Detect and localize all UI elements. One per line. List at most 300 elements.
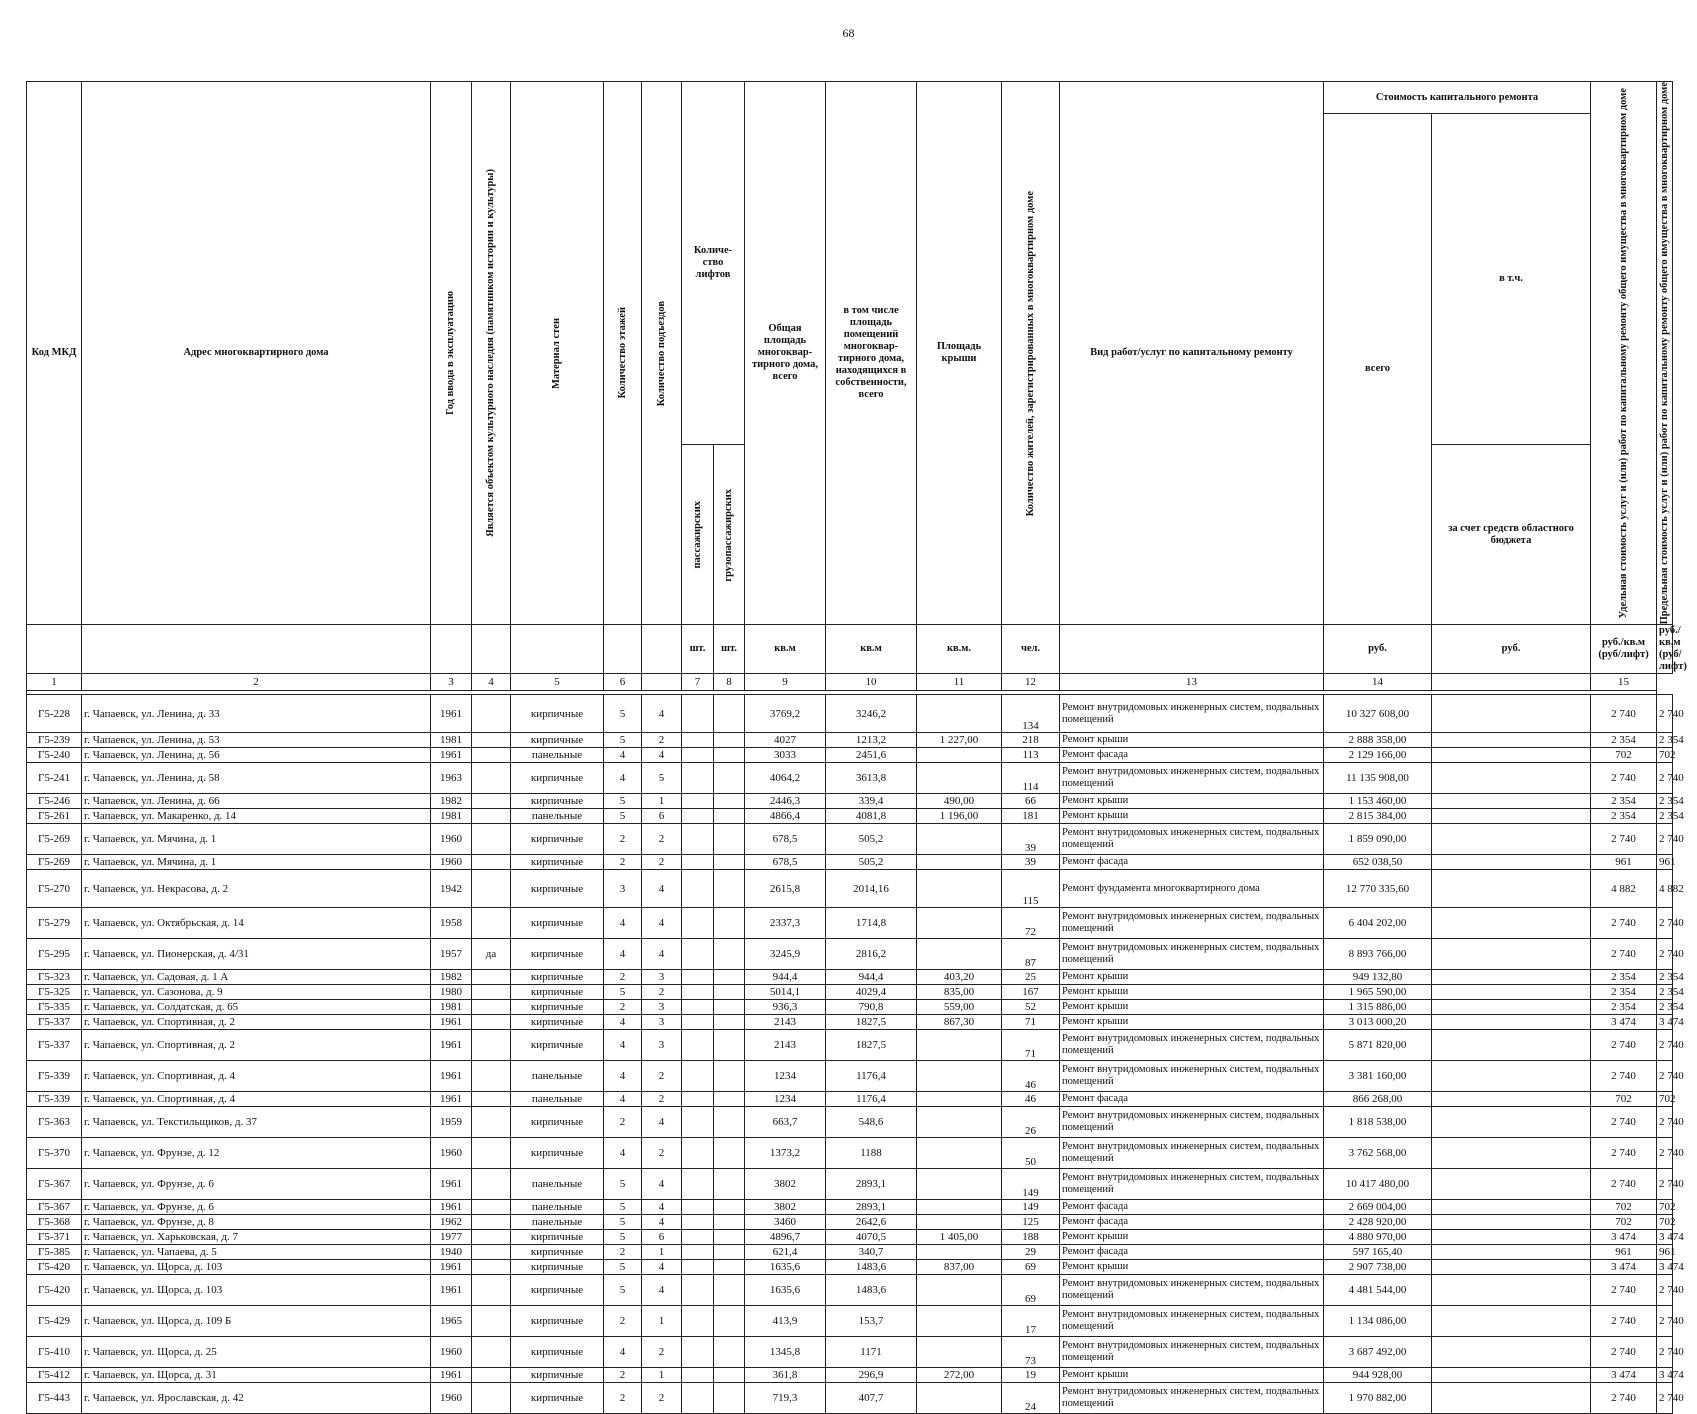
row-total-area: 678,5 <box>745 824 826 855</box>
row-material: кирпичные <box>511 1000 604 1015</box>
row-unit-cost: 2 740 <box>1591 1107 1657 1138</box>
row-total-area: 1234 <box>745 1092 826 1107</box>
row-residents: 29 <box>1002 1245 1060 1260</box>
row-heritage <box>472 970 511 985</box>
row-owned-area: 296,9 <box>826 1368 917 1383</box>
row-heritage <box>472 1337 511 1368</box>
column-number <box>642 674 682 691</box>
row-address: г. Чапаевск, ул. Щорса, д. 103 <box>82 1260 431 1275</box>
column-number: 6 <box>604 674 642 691</box>
row-year: 1960 <box>431 1383 472 1414</box>
row-year: 1960 <box>431 855 472 870</box>
row-work-type: Ремонт крыши <box>1060 733 1324 748</box>
row-material: панельные <box>511 1215 604 1230</box>
row-unit-cost: 702 <box>1591 1092 1657 1107</box>
row-unit-cost: 2 740 <box>1591 1337 1657 1368</box>
row-limit-cost: 2 354 <box>1657 809 1673 824</box>
row-code: Г5-240 <box>27 748 82 763</box>
row-lifts-cargo <box>714 824 745 855</box>
row-owned-area: 1213,2 <box>826 733 917 748</box>
row-lifts-passenger <box>682 1030 714 1061</box>
row-total-area: 3802 <box>745 1200 826 1215</box>
row-address: г. Чапаевск, ул. Ленина, д. 33 <box>82 695 431 733</box>
row-lifts-cargo <box>714 1260 745 1275</box>
row-material: кирпичные <box>511 1107 604 1138</box>
row-total-area: 719,3 <box>745 1383 826 1414</box>
row-cost-total: 8 893 766,00 <box>1324 939 1432 970</box>
row-lifts-cargo <box>714 1306 745 1337</box>
row-code: Г5-443 <box>27 1383 82 1414</box>
row-cost-total: 2 888 358,00 <box>1324 733 1432 748</box>
row-floors: 2 <box>604 1107 642 1138</box>
row-floors: 4 <box>604 1138 642 1169</box>
row-limit-cost: 2 740 <box>1657 1030 1673 1061</box>
row-unit-cost: 2 740 <box>1591 763 1657 794</box>
row-material: кирпичные <box>511 733 604 748</box>
row-address: г. Чапаевск, ул. Щорса, д. 25 <box>82 1337 431 1368</box>
row-year: 1960 <box>431 1138 472 1169</box>
column-number: 5 <box>511 674 604 691</box>
row-limit-cost: 2 354 <box>1657 985 1673 1000</box>
unit-rub-per-sqm: руб./кв.м (руб/лифт) <box>1591 625 1657 674</box>
row-lifts-passenger <box>682 1368 714 1383</box>
row-lifts-cargo <box>714 1107 745 1138</box>
row-roof-area <box>917 939 1002 970</box>
row-lifts-cargo <box>714 748 745 763</box>
row-owned-area: 790,8 <box>826 1000 917 1015</box>
row-owned-area: 505,2 <box>826 855 917 870</box>
column-number: 12 <box>1002 674 1060 691</box>
row-material: кирпичные <box>511 870 604 908</box>
row-owned-area: 1171 <box>826 1337 917 1368</box>
row-owned-area: 3246,2 <box>826 695 917 733</box>
row-code: Г5-269 <box>27 855 82 870</box>
row-limit-cost: 3 474 <box>1657 1015 1673 1030</box>
row-code: Г5-371 <box>27 1230 82 1245</box>
row-lifts-passenger <box>682 870 714 908</box>
row-floors: 5 <box>604 1200 642 1215</box>
row-work-type: Ремонт внутридомовых инженерных систем, подвальных помещений <box>1060 1169 1324 1200</box>
table-row <box>27 809 1673 824</box>
row-floors: 4 <box>604 1092 642 1107</box>
row-cost-total: 11 135 908,00 <box>1324 763 1432 794</box>
row-total-area: 2337,3 <box>745 908 826 939</box>
row-residents: 17 <box>1002 1306 1060 1337</box>
row-limit-cost: 2 354 <box>1657 970 1673 985</box>
row-owned-area: 548,6 <box>826 1107 917 1138</box>
row-code: Г5-270 <box>27 870 82 908</box>
row-code: Г5-367 <box>27 1200 82 1215</box>
row-code: Г5-337 <box>27 1030 82 1061</box>
row-roof-area <box>917 1061 1002 1092</box>
row-roof-area <box>917 1169 1002 1200</box>
row-owned-area: 2893,1 <box>826 1200 917 1215</box>
table-row <box>27 824 1673 855</box>
row-limit-cost: 2 740 <box>1657 1169 1673 1200</box>
row-heritage <box>472 748 511 763</box>
row-entrances: 3 <box>642 1000 682 1015</box>
row-cost-regional <box>1432 1275 1591 1306</box>
row-total-area: 2446,3 <box>745 794 826 809</box>
row-cost-total: 3 013 000,20 <box>1324 1015 1432 1030</box>
row-work-type: Ремонт крыши <box>1060 970 1324 985</box>
row-residents: 125 <box>1002 1215 1060 1230</box>
column-number: 13 <box>1060 674 1324 691</box>
column-number: 11 <box>917 674 1002 691</box>
row-code: Г5-367 <box>27 1169 82 1200</box>
row-roof-area: 1 405,00 <box>917 1230 1002 1245</box>
row-unit-cost: 2 740 <box>1591 1306 1657 1337</box>
row-address: г. Чапаевск, ул. Щорса, д. 103 <box>82 1275 431 1306</box>
row-cost-total: 2 428 920,00 <box>1324 1215 1432 1230</box>
row-limit-cost: 961 <box>1657 1245 1673 1260</box>
row-heritage <box>472 1107 511 1138</box>
table-row <box>27 1000 1673 1015</box>
row-heritage <box>472 1000 511 1015</box>
row-work-type: Ремонт внутридомовых инженерных систем, подвальных помещений <box>1060 1061 1324 1092</box>
row-entrances: 2 <box>642 855 682 870</box>
row-heritage <box>472 733 511 748</box>
row-floors: 5 <box>604 1275 642 1306</box>
header-code: Код МКД <box>27 82 82 625</box>
row-unit-cost: 2 740 <box>1591 1061 1657 1092</box>
row-limit-cost: 2 740 <box>1657 908 1673 939</box>
row-limit-cost: 961 <box>1657 855 1673 870</box>
row-year: 1960 <box>431 1337 472 1368</box>
row-floors: 2 <box>604 1000 642 1015</box>
row-unit-cost: 3 474 <box>1591 1368 1657 1383</box>
row-cost-total: 1 315 886,00 <box>1324 1000 1432 1015</box>
table-row <box>27 1383 1673 1414</box>
row-work-type: Ремонт внутридомовых инженерных систем, подвальных помещений <box>1060 1337 1324 1368</box>
row-floors: 5 <box>604 733 642 748</box>
row-roof-area <box>917 1215 1002 1230</box>
row-work-type: Ремонт внутридомовых инженерных систем, подвальных помещений <box>1060 1383 1324 1414</box>
row-unit-cost: 2 740 <box>1591 1169 1657 1200</box>
row-year: 1977 <box>431 1230 472 1245</box>
row-cost-regional <box>1432 809 1591 824</box>
header-cost-incl: в т.ч. <box>1432 114 1591 445</box>
row-owned-area: 2642,6 <box>826 1215 917 1230</box>
units-row <box>27 625 1673 674</box>
row-unit-cost: 2 740 <box>1591 908 1657 939</box>
row-lifts-cargo <box>714 1230 745 1245</box>
row-limit-cost: 4 882 <box>1657 870 1673 908</box>
row-address: г. Чапаевск, ул. Щорса, д. 109 Б <box>82 1306 431 1337</box>
row-heritage <box>472 809 511 824</box>
row-heritage <box>472 1275 511 1306</box>
row-year: 1961 <box>431 1260 472 1275</box>
row-owned-area: 1714,8 <box>826 908 917 939</box>
row-material: панельные <box>511 1200 604 1215</box>
row-total-area: 2143 <box>745 1030 826 1061</box>
row-work-type: Ремонт внутридомовых инженерных систем, подвальных помещений <box>1060 1275 1324 1306</box>
row-entrances: 1 <box>642 1245 682 1260</box>
row-work-type: Ремонт внутридомовых инженерных систем, подвальных помещений <box>1060 763 1324 794</box>
row-roof-area <box>917 1107 1002 1138</box>
header-cost-total: всего <box>1324 114 1432 625</box>
row-material: панельные <box>511 748 604 763</box>
row-code: Г5-261 <box>27 809 82 824</box>
row-lifts-cargo <box>714 1030 745 1061</box>
row-lifts-cargo <box>714 1245 745 1260</box>
row-floors: 4 <box>604 1061 642 1092</box>
row-unit-cost: 2 354 <box>1591 985 1657 1000</box>
row-year: 1960 <box>431 824 472 855</box>
row-work-type: Ремонт внутридомовых инженерных систем, подвальных помещений <box>1060 1138 1324 1169</box>
row-owned-area: 340,7 <box>826 1245 917 1260</box>
row-cost-regional <box>1432 1230 1591 1245</box>
row-work-type: Ремонт фасада <box>1060 855 1324 870</box>
row-code: Г5-370 <box>27 1138 82 1169</box>
row-cost-regional <box>1432 1107 1591 1138</box>
row-lifts-cargo <box>714 763 745 794</box>
row-address: г. Чапаевск, ул. Садовая, д. 1 А <box>82 970 431 985</box>
row-heritage <box>472 824 511 855</box>
row-material: кирпичные <box>511 855 604 870</box>
row-year: 1958 <box>431 908 472 939</box>
row-lifts-passenger <box>682 1337 714 1368</box>
row-address: г. Чапаевск, ул. Некрасова, д. 2 <box>82 870 431 908</box>
row-heritage <box>472 1306 511 1337</box>
row-address: г. Чапаевск, ул. Макаренко, д. 14 <box>82 809 431 824</box>
row-lifts-cargo <box>714 970 745 985</box>
row-unit-cost: 961 <box>1591 855 1657 870</box>
row-residents: 24 <box>1002 1383 1060 1414</box>
row-lifts-passenger <box>682 748 714 763</box>
row-lifts-cargo <box>714 1015 745 1030</box>
row-limit-cost: 702 <box>1657 1200 1673 1215</box>
row-lifts-cargo <box>714 809 745 824</box>
row-lifts-passenger <box>682 1169 714 1200</box>
row-work-type: Ремонт внутридомовых инженерных систем, подвальных помещений <box>1060 824 1324 855</box>
row-cost-regional <box>1432 1015 1591 1030</box>
row-residents: 71 <box>1002 1030 1060 1061</box>
row-owned-area: 1483,6 <box>826 1275 917 1306</box>
row-unit-cost: 3 474 <box>1591 1260 1657 1275</box>
row-year: 1981 <box>431 809 472 824</box>
row-roof-area: 403,20 <box>917 970 1002 985</box>
row-year: 1961 <box>431 1092 472 1107</box>
row-roof-area <box>917 695 1002 733</box>
row-floors: 2 <box>604 1306 642 1337</box>
row-residents: 19 <box>1002 1368 1060 1383</box>
row-year: 1982 <box>431 970 472 985</box>
row-limit-cost: 2 740 <box>1657 824 1673 855</box>
row-year: 1961 <box>431 1030 472 1061</box>
row-lifts-cargo <box>714 985 745 1000</box>
row-roof-area <box>917 1275 1002 1306</box>
table-row <box>27 733 1673 748</box>
row-work-type: Ремонт фасада <box>1060 1215 1324 1230</box>
row-total-area: 1635,6 <box>745 1260 826 1275</box>
unit-sqm: кв.м <box>745 625 826 674</box>
row-limit-cost: 2 740 <box>1657 1061 1673 1092</box>
row-floors: 5 <box>604 985 642 1000</box>
row-lifts-passenger <box>682 794 714 809</box>
row-lifts-passenger <box>682 1215 714 1230</box>
row-residents: 50 <box>1002 1138 1060 1169</box>
row-unit-cost: 2 740 <box>1591 695 1657 733</box>
row-owned-area: 1483,6 <box>826 1260 917 1275</box>
row-code: Г5-420 <box>27 1260 82 1275</box>
row-entrances: 6 <box>642 1230 682 1245</box>
row-heritage: да <box>472 939 511 970</box>
row-material: кирпичные <box>511 1260 604 1275</box>
row-roof-area <box>917 1200 1002 1215</box>
row-entrances: 2 <box>642 985 682 1000</box>
row-lifts-passenger <box>682 1306 714 1337</box>
row-floors: 2 <box>604 824 642 855</box>
row-year: 1981 <box>431 733 472 748</box>
row-lifts-passenger <box>682 1061 714 1092</box>
table-row <box>27 1138 1673 1169</box>
row-residents: 114 <box>1002 763 1060 794</box>
row-entrances: 3 <box>642 1030 682 1061</box>
row-residents: 25 <box>1002 970 1060 985</box>
row-unit-cost: 2 740 <box>1591 824 1657 855</box>
row-address: г. Чапаевск, ул. Ярославская, д. 42 <box>82 1383 431 1414</box>
repair-registry-table <box>26 81 1687 1414</box>
row-floors: 5 <box>604 1260 642 1275</box>
row-owned-area: 2451,6 <box>826 748 917 763</box>
row-limit-cost: 2 740 <box>1657 695 1673 733</box>
row-cost-total: 10 327 608,00 <box>1324 695 1432 733</box>
row-limit-cost: 3 474 <box>1657 1368 1673 1383</box>
row-lifts-cargo <box>714 908 745 939</box>
row-lifts-cargo <box>714 1000 745 1015</box>
row-limit-cost: 702 <box>1657 1215 1673 1230</box>
row-lifts-cargo <box>714 1092 745 1107</box>
row-total-area: 936,3 <box>745 1000 826 1015</box>
row-cost-total: 597 165,40 <box>1324 1245 1432 1260</box>
row-work-type: Ремонт внутридомовых инженерных систем, подвальных помещений <box>1060 1306 1324 1337</box>
row-address: г. Чапаевск, ул. Мячина, д. 1 <box>82 824 431 855</box>
row-residents: 46 <box>1002 1092 1060 1107</box>
row-total-area: 4866,4 <box>745 809 826 824</box>
row-material: кирпичные <box>511 1306 604 1337</box>
row-lifts-passenger <box>682 1000 714 1015</box>
header-work-type: Вид работ/услуг по капитальному ремонту <box>1060 82 1324 625</box>
row-cost-regional <box>1432 763 1591 794</box>
row-roof-area: 490,00 <box>917 794 1002 809</box>
row-cost-total: 944 928,00 <box>1324 1368 1432 1383</box>
row-address: г. Чапаевск, ул. Спортивная, д. 4 <box>82 1061 431 1092</box>
row-address: г. Чапаевск, ул. Фрунзе, д. 12 <box>82 1138 431 1169</box>
row-unit-cost: 2 354 <box>1591 733 1657 748</box>
row-material: панельные <box>511 1061 604 1092</box>
row-unit-cost: 2 740 <box>1591 1030 1657 1061</box>
row-code: Г5-410 <box>27 1337 82 1368</box>
row-address: г. Чапаевск, ул. Ленина, д. 66 <box>82 794 431 809</box>
row-residents: 181 <box>1002 809 1060 824</box>
row-floors: 2 <box>604 1245 642 1260</box>
row-entrances: 4 <box>642 1260 682 1275</box>
row-work-type: Ремонт фасада <box>1060 748 1324 763</box>
table-row <box>27 1200 1673 1215</box>
row-cost-regional <box>1432 824 1591 855</box>
row-cost-total: 3 687 492,00 <box>1324 1337 1432 1368</box>
row-address: г. Чапаевск, ул. Фрунзе, д. 6 <box>82 1200 431 1215</box>
row-lifts-passenger <box>682 1200 714 1215</box>
row-lifts-passenger <box>682 939 714 970</box>
row-limit-cost: 2 740 <box>1657 1275 1673 1306</box>
row-owned-area: 4029,4 <box>826 985 917 1000</box>
row-cost-total: 12 770 335,60 <box>1324 870 1432 908</box>
unit-sqm: кв.м. <box>917 625 1002 674</box>
row-material: панельные <box>511 1092 604 1107</box>
row-cost-regional <box>1432 970 1591 985</box>
row-cost-total: 2 815 384,00 <box>1324 809 1432 824</box>
row-year: 1980 <box>431 985 472 1000</box>
row-cost-regional <box>1432 794 1591 809</box>
row-cost-regional <box>1432 1169 1591 1200</box>
row-residents: 71 <box>1002 1015 1060 1030</box>
header-cost: Стоимость капитального ремонта <box>1324 82 1591 114</box>
row-unit-cost: 2 354 <box>1591 809 1657 824</box>
table-row <box>27 1030 1673 1061</box>
row-roof-area: 1 196,00 <box>917 809 1002 824</box>
unit-rub: руб. <box>1324 625 1432 674</box>
row-work-type: Ремонт внутридомовых инженерных систем, подвальных помещений <box>1060 1030 1324 1061</box>
header-limit-cost: Предельная стоимость услуг и (или) работ по капитальному ремонту общего имущества в многоквартирном доме <box>1657 82 1673 625</box>
row-year: 1982 <box>431 794 472 809</box>
row-residents: 52 <box>1002 1000 1060 1015</box>
table-row <box>27 1230 1673 1245</box>
row-cost-regional <box>1432 1200 1591 1215</box>
row-limit-cost: 2 740 <box>1657 939 1673 970</box>
row-floors: 2 <box>604 1368 642 1383</box>
row-lifts-passenger <box>682 1015 714 1030</box>
row-roof-area: 867,30 <box>917 1015 1002 1030</box>
row-heritage <box>472 1260 511 1275</box>
row-work-type: Ремонт фасада <box>1060 1200 1324 1215</box>
row-limit-cost: 2 354 <box>1657 733 1673 748</box>
row-heritage <box>472 855 511 870</box>
column-number: 14 <box>1324 674 1432 691</box>
row-heritage <box>472 1061 511 1092</box>
row-total-area: 1345,8 <box>745 1337 826 1368</box>
row-lifts-cargo <box>714 695 745 733</box>
row-code: Г5-241 <box>27 763 82 794</box>
table-row <box>27 1107 1673 1138</box>
table-row <box>27 939 1673 970</box>
row-year: 1942 <box>431 870 472 908</box>
row-code: Г5-323 <box>27 970 82 985</box>
row-address: г. Чапаевск, ул. Сазонова, д. 9 <box>82 985 431 1000</box>
row-entrances: 6 <box>642 809 682 824</box>
row-lifts-cargo <box>714 855 745 870</box>
row-material: кирпичные <box>511 970 604 985</box>
row-cost-regional <box>1432 1383 1591 1414</box>
row-address: г. Чапаевск, ул. Спортивная, д. 2 <box>82 1015 431 1030</box>
row-total-area: 663,7 <box>745 1107 826 1138</box>
row-unit-cost: 2 354 <box>1591 1000 1657 1015</box>
row-heritage <box>472 794 511 809</box>
row-lifts-passenger <box>682 1107 714 1138</box>
row-entrances: 4 <box>642 695 682 733</box>
row-work-type: Ремонт крыши <box>1060 1260 1324 1275</box>
row-unit-cost: 2 354 <box>1591 794 1657 809</box>
row-cost-total: 5 871 820,00 <box>1324 1030 1432 1061</box>
row-residents: 46 <box>1002 1061 1060 1092</box>
row-material: кирпичные <box>511 1015 604 1030</box>
row-residents: 66 <box>1002 794 1060 809</box>
row-code: Г5-339 <box>27 1061 82 1092</box>
row-entrances: 4 <box>642 908 682 939</box>
row-limit-cost: 3 474 <box>1657 1260 1673 1275</box>
row-work-type: Ремонт крыши <box>1060 794 1324 809</box>
